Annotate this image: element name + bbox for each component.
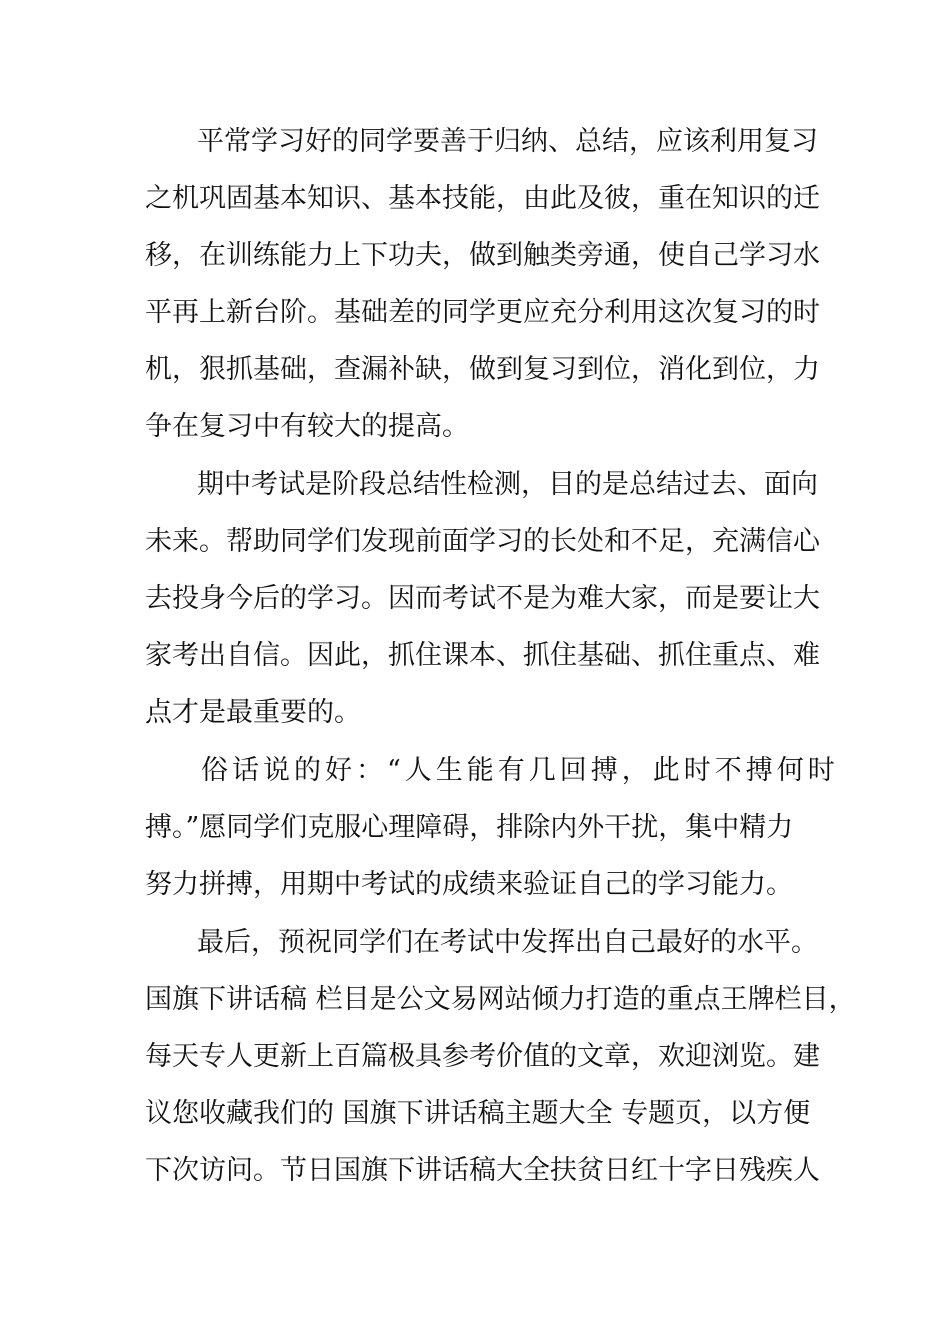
text-line: 争在复习中有较大的提高。 [145, 411, 469, 442]
text-line: 议您收藏我们的 国旗下讲话稿主题大全 专题页，以方便 [145, 1098, 811, 1129]
text-line: 平再上新台阶。基础差的同学更应充分利用这次复习的时 [145, 297, 820, 328]
text-line: 最后，预祝同学们在考试中发挥出自己最好的水平。 [197, 927, 818, 958]
text-line: 机，狠抓基础，查漏补缺，做到复习到位，消化到位，力 [145, 354, 820, 385]
text-line: 每天专人更新上百篇极具参考价值的文章，欢迎浏览。建 [145, 1041, 820, 1072]
text-line: 平常学习好的同学要善于归纳、总结，应该利用复习 [197, 126, 818, 157]
text-line: 国旗下讲话稿 栏目是公文易网站倾力打造的重点王牌栏目， [145, 984, 856, 1015]
text-line: 期中考试是阶段总结性检测，目的是总结过去、面向 [197, 469, 818, 500]
text-line: 之机巩固基本知识、基本技能，由此及彼，重在知识的迁 [145, 183, 820, 214]
text-line: 点才是最重要的。 [145, 697, 361, 728]
text-line: 家考出自信。因此，抓住课本、抓住基础、抓住重点、难 [145, 640, 820, 671]
text-line: 下次访问。节日国旗下讲话稿大全扶贫日红十字日残疾人 [145, 1155, 820, 1186]
text-line: 移，在训练能力上下功夫，做到触类旁通，使自己学习水 [145, 240, 820, 271]
text-line: 搏。”愿同学们克服心理障碍，排除内外干扰，集中精力 [145, 812, 794, 843]
text-line: 努力拼搏，用期中考试的成绩来验证自己的学习能力。 [145, 869, 793, 900]
text-line: 俗话说的好：“人生能有几回搏，此时不搏何时 [201, 755, 839, 786]
text-line: 未来。帮助同学们发现前面学习的长处和不足，充满信心 [145, 526, 820, 557]
text-line: 去投身今后的学习。因而考试不是为难大家，而是要让大 [145, 583, 820, 614]
